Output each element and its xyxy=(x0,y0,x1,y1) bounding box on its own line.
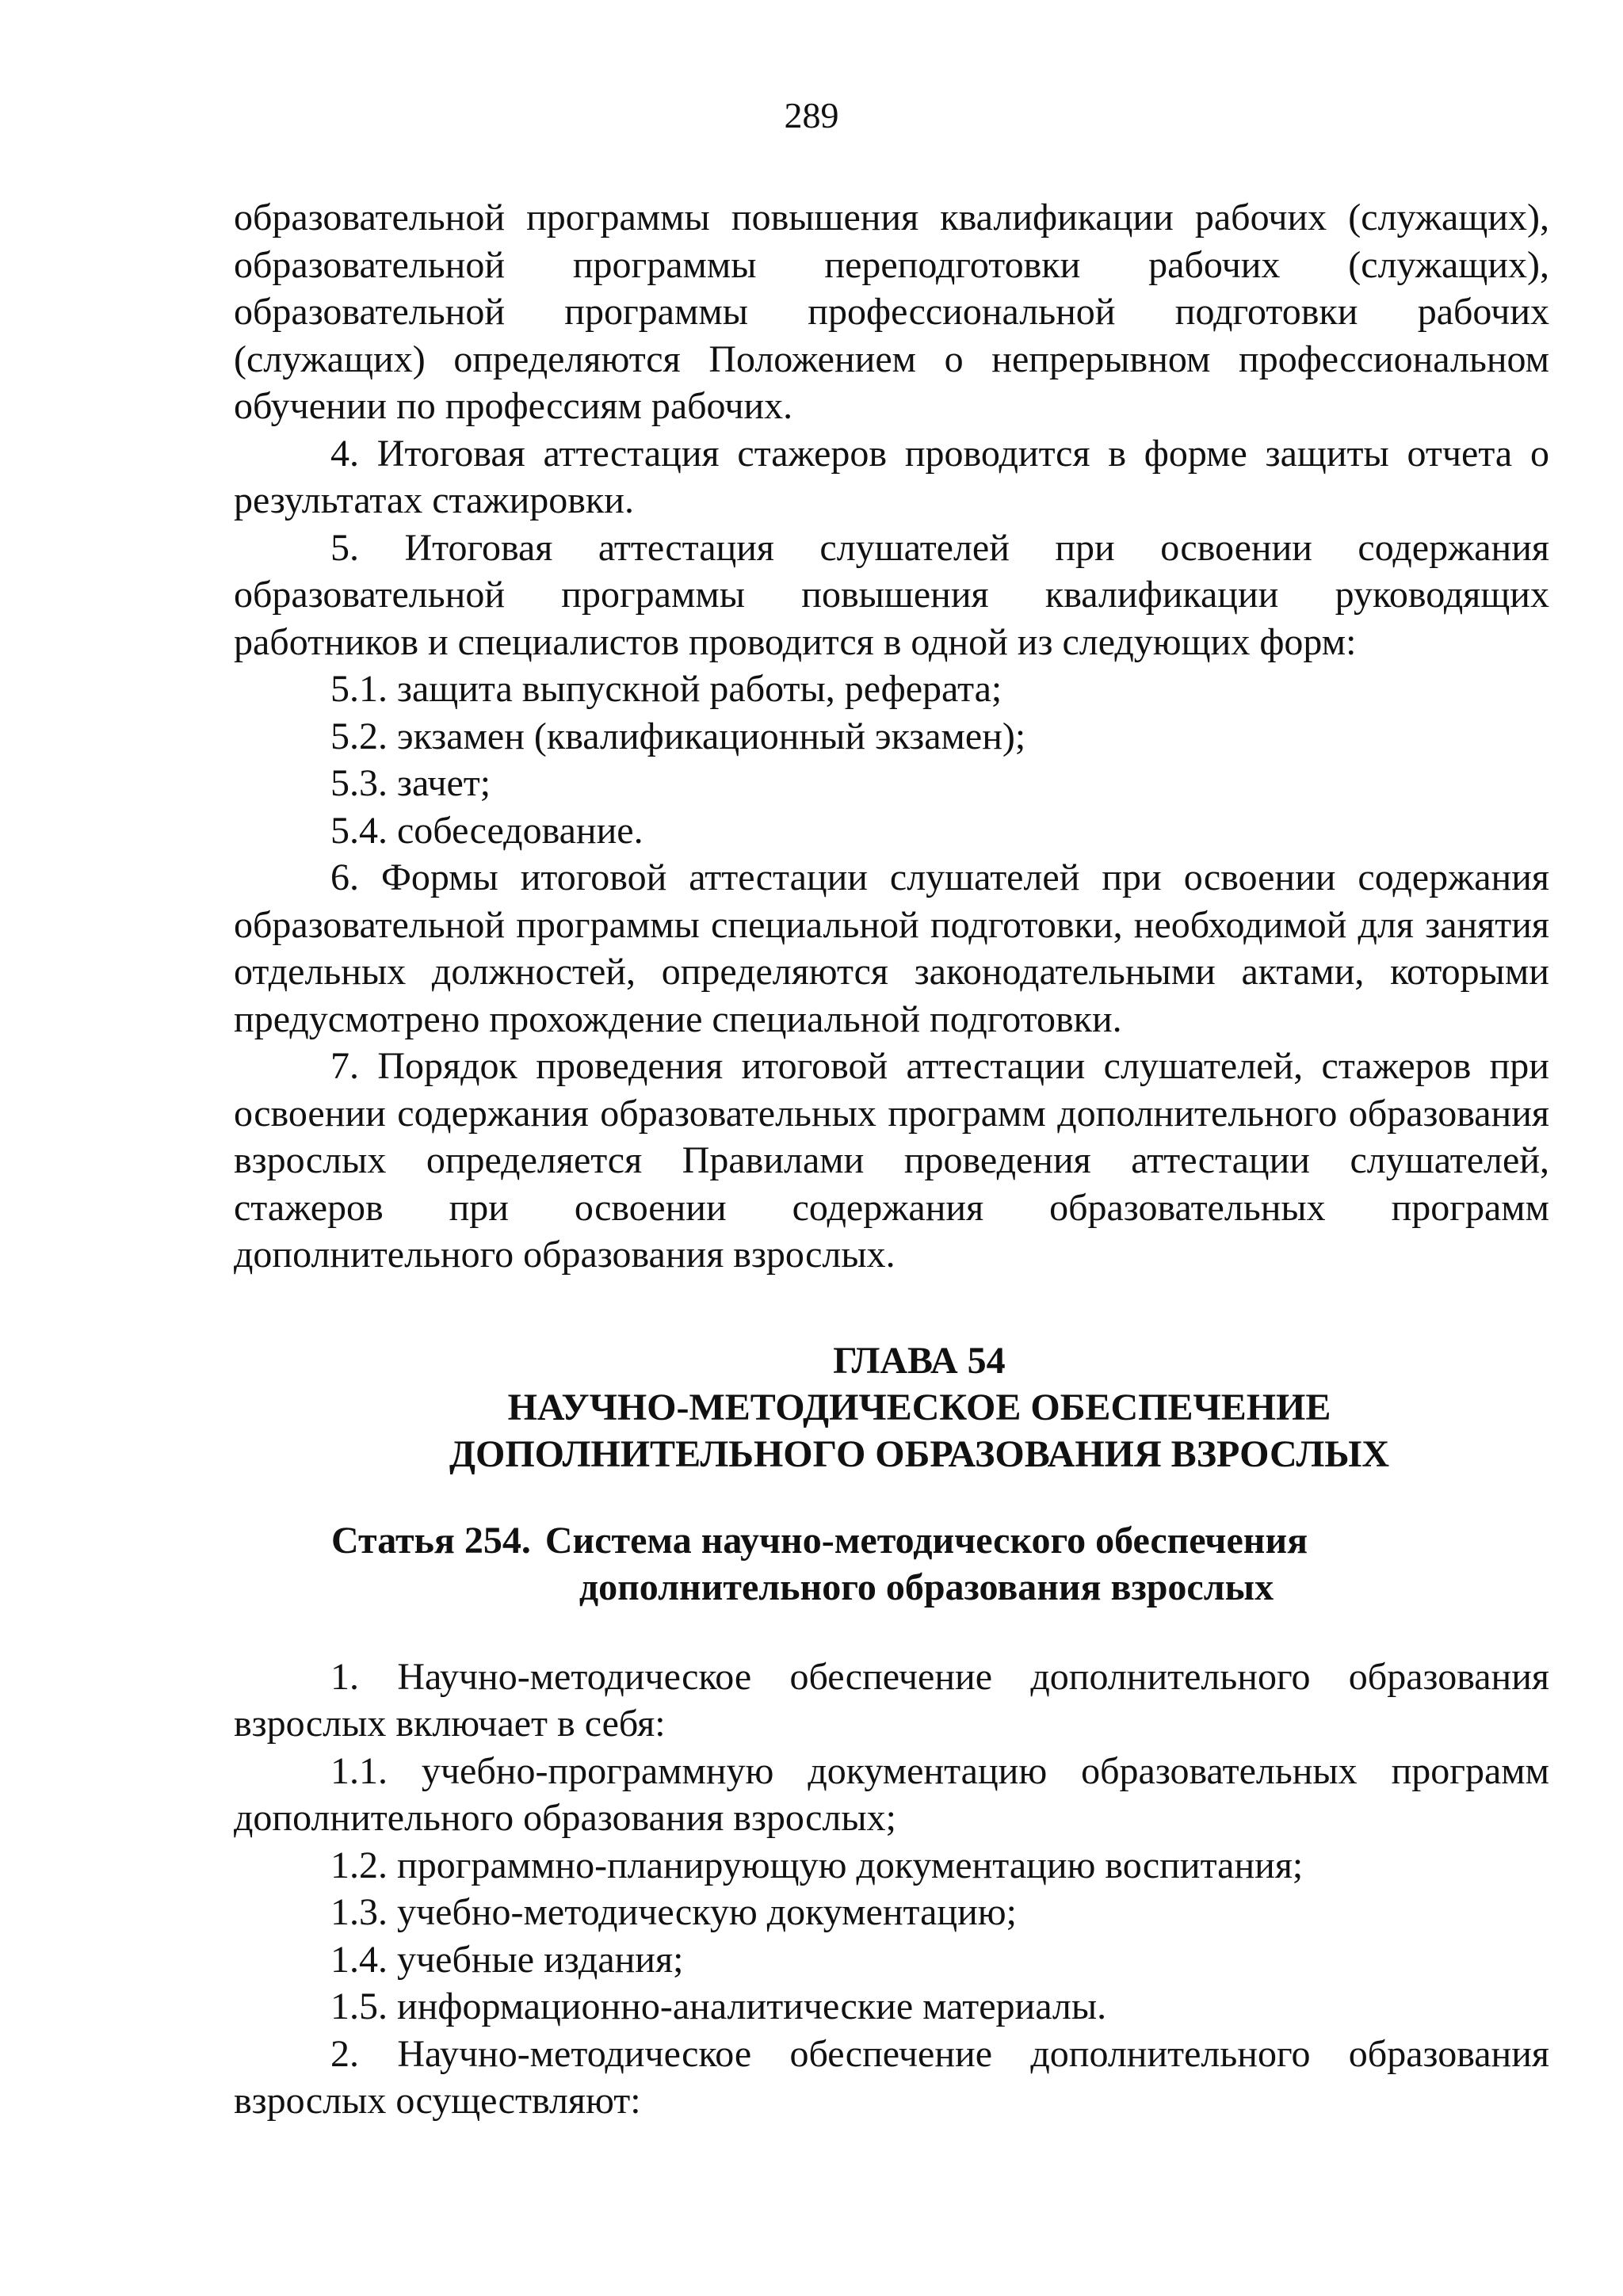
paragraph-item-4: 4. Итоговая аттестация стажеров проводится в форме защиты отчета о результатах стажировки. xyxy=(234,432,1549,521)
paragraph-item-5-2: 5.2. экзамен (квалификационный экзамен); xyxy=(330,715,1026,757)
paragraph-article-item-1-2: 1.2. программно-планирующую документацию воспитания; xyxy=(330,1844,1304,1886)
document-body xyxy=(234,194,1549,2125)
page-number: 289 xyxy=(784,95,839,135)
chapter-title-line-1: НАУЧНО-МЕТОДИЧЕСКОЕ ОБЕСПЕЧЕНИЕ xyxy=(507,1386,1331,1428)
paragraph-article-item-1-1: 1.1. учебно-программную документацию образовательных программ дополнительного образования взрослых; xyxy=(234,1749,1549,1839)
paragraph-article-item-2: 2. Научно-методическое обеспечение дополнительного образования взрослых осуществляют: xyxy=(234,2032,1549,2122)
paragraph-item-5-4: 5.4. собеседование. xyxy=(330,809,643,852)
article-title-line-1: Система научно-методического обеспечения xyxy=(544,1519,1308,1562)
paragraph-article-item-1-5: 1.5. информационно-аналитические материалы. xyxy=(330,1985,1107,2027)
paragraph-item-5: 5. Итоговая аттестация слушателей при освоении содержания образовательной программы повышения квалификации руководящих работников и специалистов проводится в одной из следующих форм: xyxy=(234,526,1549,663)
chapter-number: ГЛАВА 54 xyxy=(833,1339,1006,1382)
paragraph-article-item-1: 1. Научно-методическое обеспечение дополнительного образования взрослых включает в себя: xyxy=(234,1655,1549,1745)
paragraph-item-7: 7. Порядок проведения итоговой аттестации слушателей, стажеров при освоении содержания образовательных программ дополнительного образования взрослых определяется Правилами проведения аттестации слушателей, стажеров при освоении содержания образовательных программ дополнительного образования взрослых. xyxy=(234,1045,1549,1276)
paragraph-item-5-1: 5.1. защита выпускной работы, реферата; xyxy=(330,668,1002,710)
paragraph-continuation: образовательной программы повышения квалификации рабочих (служащих), образовательной программы переподготовки рабочих (служащих), образовательной программы профессиональной подготовки рабочих (служащих) определяются Положением о непрерывном профессиональном обучении по профессиям рабочих. xyxy=(234,196,1549,427)
article-number: Статья 254. xyxy=(331,1519,531,1562)
paragraph-item-6: 6. Формы итоговой аттестации слушателей при освоении содержания образовательной программы специальной подготовки, необходимой для занятия отдельных должностей, определяются законодательными актами, которыми предусмотрено прохождение специальной подготовки. xyxy=(234,856,1549,1040)
paragraph-article-item-1-4: 1.4. учебные издания; xyxy=(330,1938,684,1981)
chapter-title-line-2: ДОПОЛНИТЕЛЬНОГО ОБРАЗОВАНИЯ ВЗРОСЛЫХ xyxy=(449,1432,1390,1475)
article-title xyxy=(545,1517,1308,1611)
article-heading xyxy=(331,1517,1549,1611)
paragraph-item-5-3: 5.3. зачет; xyxy=(330,762,491,804)
article-body xyxy=(234,1653,1549,2125)
chapter-heading xyxy=(234,1337,1549,1478)
article-title-line-2: дополнительного образования взрослых xyxy=(579,1566,1274,1608)
paragraph-article-item-1-3: 1.3. учебно-методическую документацию; xyxy=(330,1891,1017,1933)
